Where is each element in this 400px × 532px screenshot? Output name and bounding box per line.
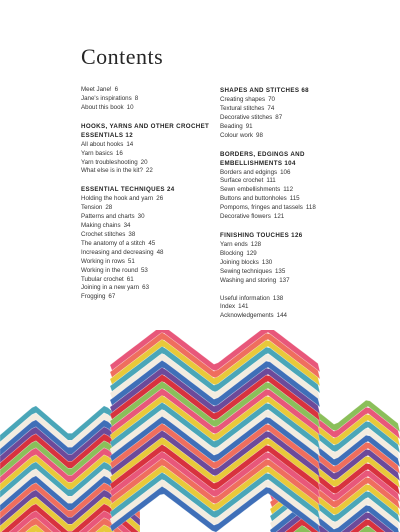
- toc-entry-label: Decorative flowers: [220, 213, 271, 221]
- toc-entry[interactable]: [81, 86, 216, 95]
- toc-entry-page: 53: [140, 266, 148, 274]
- toc-section: [220, 150, 330, 222]
- toc-section: [81, 185, 216, 302]
- toc-entry[interactable]: [220, 132, 330, 141]
- ripple-blanket-center: [110, 330, 320, 532]
- toc-entry-page: 121: [273, 213, 285, 221]
- toc-entry-page: 138: [272, 294, 284, 302]
- toc-entry-label: Sewing techniques: [220, 267, 272, 275]
- toc-entry-label: Colour work: [220, 131, 254, 139]
- toc-entry[interactable]: [220, 114, 330, 123]
- toc-entry-page: 14: [126, 140, 134, 148]
- toc-entry-label: Tubular crochet: [81, 275, 124, 283]
- toc-entry[interactable]: [81, 293, 216, 302]
- toc-entry-page: 115: [289, 195, 300, 203]
- toc-section: [81, 86, 216, 113]
- toc-entry-label: Making chains: [81, 222, 121, 230]
- section-heading: ESSENTIAL TECHNIQUES 24: [81, 186, 175, 194]
- toc-entry-page: 16: [115, 149, 123, 157]
- toc-entry-label: Acknowledgements: [220, 312, 274, 320]
- toc-entry-page: 141: [238, 303, 249, 311]
- toc-entry-page: 22: [145, 167, 153, 175]
- toc-entry-label: Pompoms, fringes and tassels: [220, 204, 303, 212]
- toc-entry[interactable]: [81, 240, 216, 249]
- toc-entry-label: Joining blocks: [220, 258, 259, 266]
- toc-entry-label: Blocking: [220, 249, 244, 257]
- toc-entry-page: 38: [128, 230, 136, 238]
- toc-entry[interactable]: [81, 249, 216, 258]
- toc-entry[interactable]: [220, 169, 330, 178]
- toc-entry-page: 6: [114, 86, 119, 93]
- toc-entry-label: Working in the round: [81, 266, 138, 274]
- toc-entry[interactable]: [220, 295, 330, 304]
- toc-entry[interactable]: [220, 186, 330, 195]
- toc-entry-label: Jane's inspirations: [81, 94, 132, 102]
- toc-entry-label: Index: [220, 303, 236, 311]
- crochet-ripple-illustration: [0, 330, 400, 532]
- toc-entry-page: 45: [148, 239, 156, 247]
- toc-entry-page: 20: [140, 158, 148, 166]
- toc-entry[interactable]: [81, 150, 216, 159]
- toc-entry[interactable]: [220, 303, 330, 312]
- toc-entry[interactable]: [81, 204, 216, 213]
- toc-entry-label: Creating shapes: [220, 96, 266, 103]
- toc-entry[interactable]: [81, 276, 216, 285]
- toc-entry[interactable]: [220, 195, 330, 204]
- toc-entry[interactable]: [81, 104, 216, 113]
- toc-section: [81, 122, 216, 177]
- toc-entry[interactable]: [220, 259, 330, 268]
- toc-entry-label: The anatomy of a stitch: [81, 239, 146, 247]
- toc-entry-page: 106: [280, 168, 291, 176]
- toc-entry[interactable]: [220, 96, 330, 105]
- toc-section: [220, 86, 330, 141]
- toc-entry-label: Washing and storing: [220, 276, 277, 284]
- toc-entry-page: 144: [276, 312, 287, 320]
- toc-entry-label: Decorative stitches: [220, 113, 273, 121]
- toc-entry-label: Useful information: [220, 294, 270, 302]
- toc-entry-page: 135: [274, 267, 286, 275]
- toc-entry-page: 34: [123, 222, 131, 230]
- toc-entry-label: Borders and edgings: [220, 168, 278, 176]
- toc-entry-label: Surface crochet: [220, 177, 264, 185]
- section-heading: SHAPES AND STITCHES 68: [220, 87, 309, 94]
- toc-entry-page: 91: [245, 122, 253, 130]
- toc-entry[interactable]: [220, 177, 330, 186]
- toc-entry-label: Yarn basics: [81, 149, 113, 157]
- toc-entry-label: Buttons and buttonholes: [220, 195, 287, 203]
- toc-entry-label: Increasing and decreasing: [81, 248, 154, 256]
- toc-entry[interactable]: [220, 105, 330, 114]
- toc-entry[interactable]: [81, 213, 216, 222]
- toc-entry-page: 28: [105, 204, 113, 212]
- toc-entry-label: Holding the hook and yarn: [81, 195, 154, 203]
- toc-entry-page: 87: [275, 113, 283, 121]
- toc-entry-label: Frogging: [81, 293, 106, 301]
- toc-entry-page: 129: [246, 249, 257, 257]
- toc-entry[interactable]: [81, 222, 216, 231]
- toc-entry[interactable]: [220, 277, 330, 286]
- toc-entry-page: 111: [266, 177, 276, 185]
- toc-entry-label: Yarn ends: [220, 240, 248, 248]
- toc-entry[interactable]: [220, 250, 330, 259]
- toc-entry-page: 137: [279, 276, 290, 284]
- toc-entry-page: 10: [126, 103, 134, 111]
- toc-entry-page: 8: [134, 94, 139, 102]
- section-heading: HOOKS, YARNS AND OTHER CROCHET ESSENTIALS 12: [81, 122, 210, 139]
- toc-entry-label: Joining in a new yarn: [81, 284, 140, 292]
- toc-entry-page: 26: [156, 195, 164, 203]
- toc-entry[interactable]: [81, 284, 216, 293]
- toc-entry[interactable]: [81, 258, 216, 267]
- toc-entry-label: Patterns and charts: [81, 213, 135, 221]
- toc-entry[interactable]: [81, 231, 216, 240]
- toc-entry[interactable]: [81, 267, 216, 276]
- section-heading: FINISHING TOUCHES 126: [220, 231, 303, 239]
- toc-entry-label: Working in rows: [81, 257, 125, 265]
- toc-entry-label: Crochet stitches: [81, 230, 126, 238]
- toc-entry-label: Tension: [81, 204, 103, 212]
- toc-entry-page: 30: [137, 213, 145, 221]
- toc-entry[interactable]: [220, 213, 330, 222]
- toc-entry-page: 51: [127, 257, 135, 265]
- toc-section: [220, 295, 330, 322]
- toc-left-column: [81, 86, 216, 311]
- toc-entry[interactable]: [220, 204, 330, 213]
- toc-entry-label: Beading: [220, 122, 243, 130]
- toc-entry-page: 63: [142, 284, 150, 292]
- toc-entry-page: 74: [267, 104, 275, 112]
- toc-entry-page: 112: [283, 186, 294, 194]
- toc-entry[interactable]: [220, 312, 330, 321]
- page-title: Contents: [81, 44, 164, 69]
- toc-entry-page: 118: [305, 204, 316, 212]
- toc-entry-page: 70: [268, 96, 275, 103]
- toc-entry[interactable]: [220, 268, 330, 277]
- toc-entry-page: 98: [256, 131, 263, 139]
- toc-entry[interactable]: [81, 141, 216, 150]
- toc-entry-page: 67: [108, 293, 116, 301]
- toc-entry-page: 128: [250, 240, 262, 248]
- toc-entry[interactable]: [220, 241, 330, 250]
- toc-entry-page: 130: [261, 258, 273, 266]
- toc-entry-label: Yarn troubleshooting: [81, 158, 138, 166]
- toc-entry[interactable]: [81, 95, 216, 104]
- toc-section: [220, 231, 330, 286]
- toc-entry-label: Sewn embellishments: [220, 186, 281, 194]
- toc-entry-label: All about hooks: [81, 140, 124, 148]
- toc-right-column: [220, 86, 330, 330]
- section-heading: BORDERS, EDGINGS AND EMBELLISHMENTS 104: [220, 150, 305, 167]
- toc-entry-label: Textural stitches: [220, 104, 265, 112]
- toc-entry-label: About this book: [81, 103, 124, 111]
- toc-entry[interactable]: [81, 167, 216, 176]
- toc-entry-page: 61: [126, 275, 134, 283]
- toc-entry-page: 48: [156, 248, 164, 256]
- toc-entry[interactable]: [81, 159, 216, 168]
- toc-entry[interactable]: [81, 195, 216, 204]
- toc-entry-label: Meet Jane!: [81, 86, 112, 93]
- toc-entry[interactable]: [220, 123, 330, 132]
- toc-entry-label: What else is in the kit?: [81, 167, 143, 175]
